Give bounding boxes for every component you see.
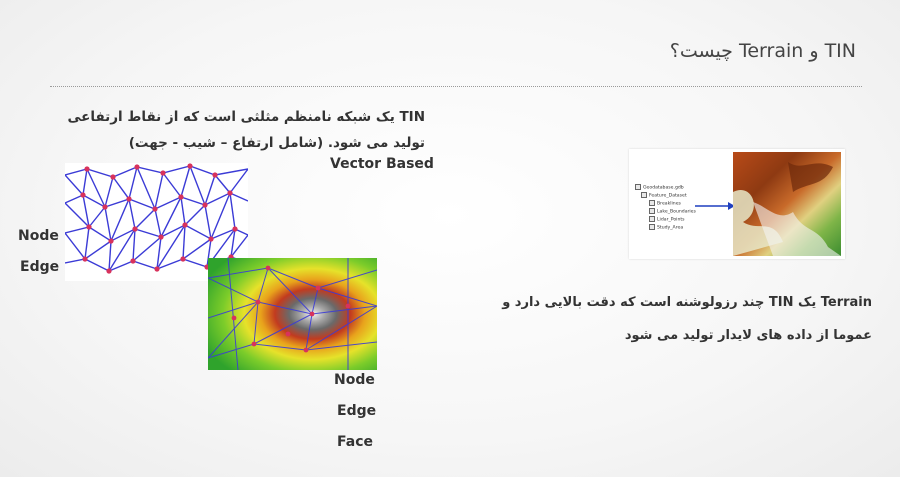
node-label: Node: [334, 372, 375, 388]
tree-item: Study_Area: [635, 224, 696, 232]
face-label: Face: [337, 434, 373, 450]
page-title: TIN و Terrain چیست؟: [669, 40, 856, 62]
terrain-description: Terrain یک TIN چند رزولوشنه است که دقت بالایی دارد و عموما از داده های لایدار تولید می شود: [502, 295, 872, 343]
terrain-geodatabase-image: [629, 149, 845, 259]
title-divider: [50, 86, 862, 87]
vector-based-label: Vector Based: [330, 156, 434, 172]
tin-surface-image: [208, 258, 377, 370]
tree-item: Lidar_Points: [635, 216, 696, 224]
tree-item: Breaklines: [635, 200, 696, 208]
arrow-icon: [695, 201, 735, 211]
geodatabase-tree: [635, 184, 696, 231]
node-label: Node: [18, 228, 59, 244]
terrain-map-image: [733, 152, 841, 256]
tree-item: Lake_Boundaries: [635, 208, 696, 216]
tree-item: Feature_Dataset: [635, 192, 696, 200]
edge-label: Edge: [337, 403, 377, 419]
edge-label: Edge: [20, 259, 60, 275]
tin-description: TIN یک شبکه نامنظم مثلثی است که از نقاط ارتفاعی تولید می شود. (شامل ارتفاع – شیب - جهت): [67, 109, 425, 151]
tree-item: Geodatabase.gdb: [635, 184, 696, 192]
